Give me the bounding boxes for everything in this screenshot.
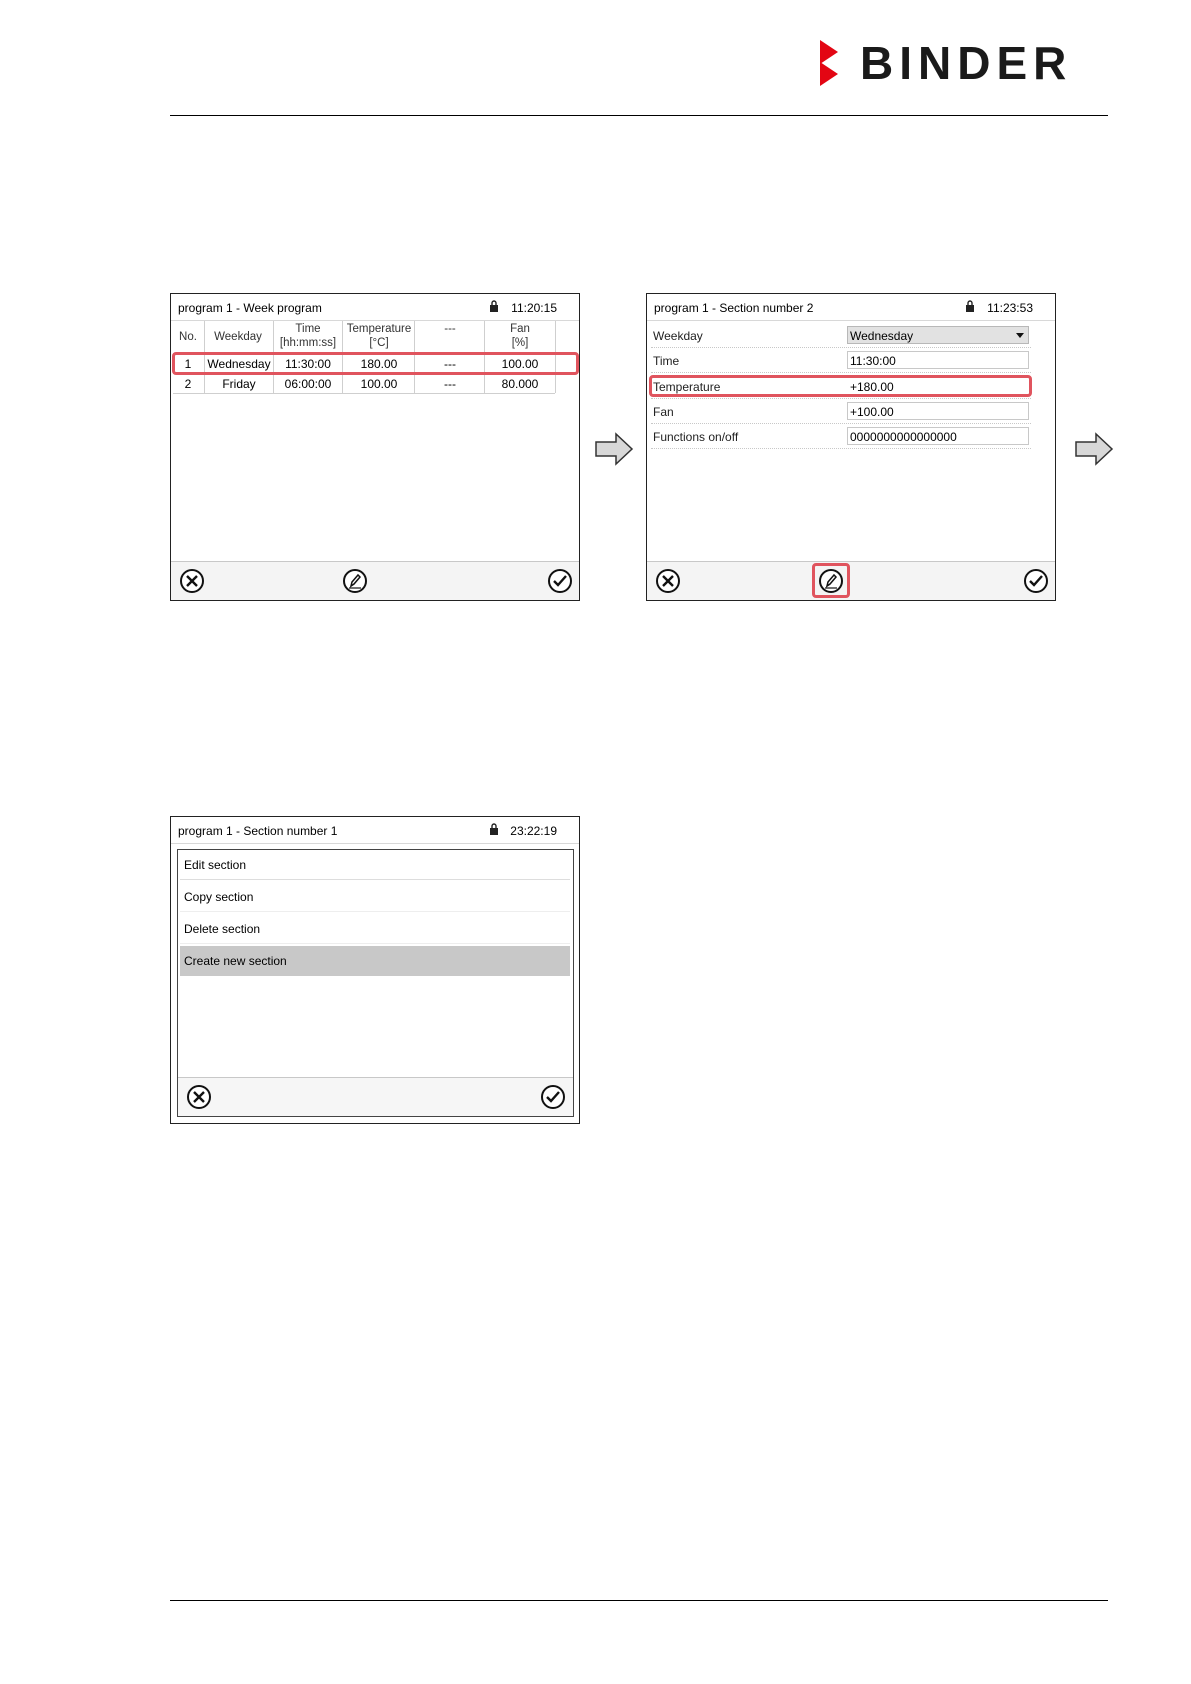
- col-header-temperature: Temperature [°C]: [346, 323, 412, 349]
- footer-bar: [178, 1077, 573, 1116]
- field-divider: [651, 423, 1031, 425]
- cancel-icon[interactable]: [186, 1084, 212, 1110]
- cell-temperature: 100.00: [360, 377, 398, 391]
- highlight-temperature: [649, 375, 1032, 397]
- fan-label: Fan: [653, 405, 674, 419]
- cell-dash: ---: [444, 377, 456, 391]
- col-header-no: No.: [179, 331, 197, 343]
- footer-bar: [171, 561, 579, 600]
- binder-logo-mark-icon: [818, 38, 850, 88]
- field-divider: [651, 398, 1031, 400]
- confirm-icon[interactable]: [540, 1084, 566, 1110]
- menu-item-delete-section[interactable]: Delete section: [180, 914, 570, 944]
- screen-title: program 1 - Section number 2: [654, 301, 814, 315]
- section-menu-screen: [170, 816, 580, 1124]
- binder-logo: [818, 38, 1108, 88]
- brand-name: BINDER: [860, 37, 1073, 89]
- screen-title-bar: [171, 294, 579, 321]
- time-label: Time: [653, 354, 680, 368]
- cancel-icon[interactable]: [179, 568, 205, 594]
- highlight-row-1: [172, 352, 579, 375]
- weekday-select[interactable]: Wednesday: [847, 326, 1029, 344]
- arrow-right-icon: [594, 432, 634, 466]
- col-header-dash: ---: [444, 323, 456, 335]
- confirm-icon[interactable]: [1023, 568, 1049, 594]
- temperature-label: Temperature: [653, 380, 721, 394]
- field-divider: [651, 448, 1031, 450]
- col-header-time: Time [hh:mm:ss]: [279, 323, 337, 349]
- arrow-right-icon: [1074, 432, 1114, 466]
- field-divider: [651, 372, 1031, 374]
- cell-no: 2: [184, 377, 192, 391]
- screen-title-bar: [647, 294, 1055, 321]
- cell-time: 11:30:00: [285, 357, 331, 371]
- row-divider: [173, 393, 555, 394]
- edit-icon[interactable]: [342, 568, 368, 594]
- footer-rule: [170, 1600, 1108, 1601]
- menu-item-create-new-section[interactable]: Create new section: [180, 946, 570, 976]
- lock-icon: [489, 823, 499, 835]
- functions-label: Functions on/off: [653, 430, 739, 444]
- cell-fan: 100.00: [501, 357, 539, 371]
- week-program-screen: [170, 293, 580, 601]
- section-edit-screen: [646, 293, 1056, 601]
- weekday-label: Weekday: [653, 329, 703, 343]
- field-divider: [651, 347, 1031, 349]
- fan-field[interactable]: +100.00: [847, 402, 1029, 420]
- clock-time: 11:20:15: [511, 301, 557, 315]
- cell-fan: 80.000: [501, 377, 539, 391]
- cell-time: 06:00:00: [284, 377, 332, 391]
- lock-icon: [965, 300, 975, 312]
- confirm-icon[interactable]: [547, 568, 573, 594]
- lock-icon: [489, 300, 499, 312]
- cell-temperature: 180.00: [360, 357, 398, 371]
- clock-time: 23:22:19: [510, 824, 557, 838]
- time-field[interactable]: 11:30:00: [847, 351, 1029, 369]
- chevron-down-icon: [1016, 333, 1024, 338]
- col-header-weekday: Weekday: [214, 331, 262, 343]
- context-menu: [177, 849, 574, 1117]
- col-header-fan: Fan [%]: [510, 323, 530, 349]
- highlight-edit-button: [812, 563, 850, 598]
- cell-weekday: Wednesday: [207, 357, 271, 371]
- clock-time: 11:23:53: [987, 301, 1033, 315]
- screen-title: program 1 - Section number 1: [178, 824, 338, 838]
- footer-bar: [647, 561, 1055, 600]
- cell-weekday: Friday: [222, 377, 256, 391]
- temperature-field[interactable]: +180.00: [847, 377, 1029, 395]
- cell-no: 1: [184, 357, 192, 371]
- header-rule: [170, 115, 1108, 116]
- cell-dash: ---: [444, 357, 456, 371]
- cancel-icon[interactable]: [655, 568, 681, 594]
- screen-title: program 1 - Week program: [178, 301, 322, 315]
- menu-item-edit-section[interactable]: Edit section: [180, 850, 570, 880]
- functions-field[interactable]: 0000000000000000: [847, 427, 1029, 445]
- screen-title-bar: [171, 817, 579, 844]
- menu-item-copy-section[interactable]: Copy section: [180, 882, 570, 912]
